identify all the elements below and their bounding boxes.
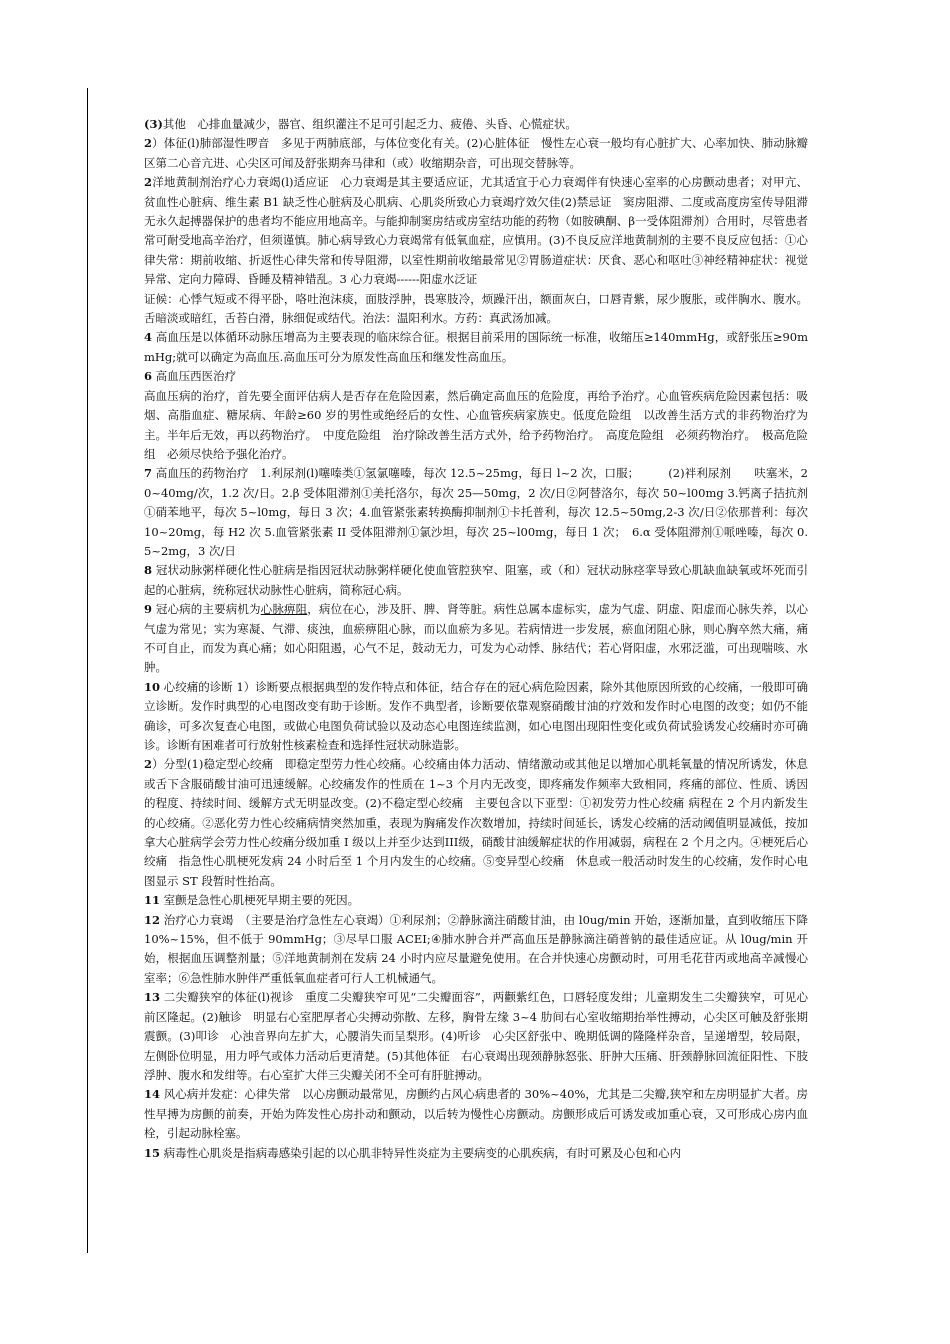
paragraph-signs (144, 134, 808, 173)
para-text: 冠心病的主要病机为 (152, 602, 261, 617)
para-number: 2 (144, 136, 153, 151)
para-text: 冠状动脉粥样硬化性心脏病是指因冠状动脉粥样硬化使血管腔狭窄、阻塞，或（和）冠状动脉痉挛导致心肌缺血缺氧或坏死而引起的心脏病，统称冠状动脉性心脏病，简称冠心病。 (144, 563, 808, 597)
paragraph-hypertension-treatment (144, 387, 808, 465)
paragraph-fatigue (144, 115, 808, 134)
paragraph-mitral-stenosis (144, 988, 808, 1085)
para-number: 8 (144, 563, 153, 578)
paragraph-chd-def (144, 561, 808, 600)
para-text: 高血压病的治疗，首先要全面评估病人是否存在危险因素，然后确定高血压的危险度，再给予治疗。心血管疾病危险因素包括：吸烟、高脂血症、糖尿病、年龄≥60 岁的男性或绝经后的女性、心血管疾病家族史。低度危险组 以改善生活方式的非药物治疗为主。半年后无效，再以药物治疗。 中度危险组 治疗除改善生活方式外，给予药物治疗。 高度危险组 必须药物治疗。 极高危险组 必须尽快给予强化治疗。 (144, 388, 808, 461)
paragraph-heart-failure-treatment (144, 911, 808, 989)
para-number: 2 (144, 757, 153, 772)
para-number: 15 (144, 1145, 161, 1160)
paragraph-digitalis (144, 173, 808, 289)
document-body (144, 115, 808, 1163)
para-text: ）体征(l)肺部湿性啰音 多见于两肺底部，与体位变化有关。(2)心脏体征 慢性左心衰一般均有心脏扩大、心率加快、肺动脉瓣区第二心音亢进、心尖区可闻及舒张期奔马律和（或）收缩期杂音，可出现交替脉等。 (144, 136, 808, 170)
para-text: 高血压西医治疗 (152, 369, 237, 384)
paragraph-hypertension-def (144, 328, 808, 367)
para-text: 风心病并发症：心律失常 以心房颤动最常见，房颤约占风心病患者的 30%~40%，尤其是二尖瓣,狭窄和左房明显扩大者。房性早搏为房颤的前奏，开始为阵发性心房扑动和颤动，以后转为慢性心房颤动。房颤形成后可诱发或加重心衰，又可形成心房内血栓，引起动脉栓塞。 (144, 1087, 808, 1141)
para-text: 病毒性心肌炎是指病毒感染引起的以心肌非特异性炎症为主要病变的心肌疾病，有时可累及心包和心内 (160, 1145, 682, 1160)
paragraph-chd-pathogenesis (144, 600, 808, 678)
paragraph-angina-diagnosis (144, 678, 808, 756)
para-number: 14 (144, 1087, 161, 1102)
para-text: 证候：心悸气短或不得平卧，咯吐泡沫痰，面肢浮肿，畏寒肢冷，烦躁汗出，额面灰白，口唇青紫，尿少腹胀，或伴胸水、腹水。舌暗淡或暗红，舌苔白滑，脉细促或结代。治法：温阳利水。方药：真武汤加减。 (144, 291, 808, 326)
para-text: ）分型(1)稳定型心绞痛 即稳定型劳力性心绞痛。心绞痛由体力活动、情绪激动或其他足以增加心肌耗氧量的情况所诱发，休息或舌下含服硝酸甘油可迅速缓解。心绞痛发作的性质在 1~3 个月内无改变，即疼痛发作频率大致相同，疼痛的部位、性质、诱因的程度、持续时间、缓解方式无明显改变。(2)不稳定型心绞痛 主要包含以下亚型：①初发劳力性心绞痛 病程在 2 个月内新发生的心绞痛。②恶化劳力性心绞痛病情突然加重，表现为胸痛发作次数增加，持续时间延长，诱发心绞痛的活动阈值明显减低，按加拿大心脏病学会劳力性心绞痛分级加重 I 级以上并至少达到III级，硝酸甘油缓解症状的作用减弱，病程在 2 个月之内。④梗死后心绞痛 指急性心肌梗死发病 24 小时后至 1 个月内发生的心绞痛。⑤变异型心绞痛 休息或一般活动时发生的心绞痛，发作时心电图显示 ST 段暂时性抬高。 (144, 757, 808, 888)
para-text: 治疗心力衰竭 （主要是治疗急性左心衰竭）①利尿剂；②静脉滴注硝酸甘油，由 l0ug/min 开始，逐渐加量，直到收缩压下降 10%~15%，但不低于 90mmHg；③尽早口服 ACEI;④肺水肿合并严高血压是静脉滴注硝普钠的最佳适应证。从 l0ug/min 开始，根据血压调整剂量；⑤洋地黄制剂在发病 24 小时内应尽量避免使用。在合并快速心房颤动时，可用毛花苷丙或地高辛减慢心室率；⑥急性肺水肿伴严重低氧血症者可行人工机械通气。 (144, 912, 808, 985)
para-number: 7 (144, 466, 153, 481)
underlined-term: 心脉痹阻 (260, 602, 308, 617)
left-margin-rule (87, 88, 88, 1253)
para-text: 高血压是以体循环动脉压增高为主要表现的临床综合征。根据目前采用的国际统一标准，收缩压≥140mmHg，或舒张压≥90mmHg;就可以确定为高血压.高血压可分为原发性高血压和继发性高血压。 (144, 330, 808, 364)
paragraph-syndrome (144, 290, 808, 329)
para-text: 心绞痛的诊断 1）诊断要点根据典型的发作特点和体征，结合存在的冠心病危险因素，除外其他原因所致的心绞痛，一般即可确立诊断。发作时典型的心电图改变有助于诊断。发作不典型者，诊断要依靠观察硝酸甘油的疗效和发作时心电图的改变；如仍不能确诊，可多次复查心电图，或做心电图负荷试验以及动态心电图连续监测，如心电图出现阳性变化或负荷试验诱发心绞痛时亦可确诊。诊断有困难者可行放射性核素检查和选择性冠状动脉造影。 (144, 679, 808, 752)
para-text-cont: ，病位在心，涉及肝、脾、肾等脏。病性总属本虚标实，虚为气虚、阴虚、阳虚而心脉失养，以心气虚为常见；实为寒凝、气滞、痰浊，血瘀痹阻心脉，而以血瘀为多见。若病情进一步发展，瘀血闭阻心脉，则心胸卒然大痛，痛不可自止，而发为真心痛；如心阳阻遏，心气不足，鼓动无力，可发为心动悸、脉结代；若心肾阳虚，水邪泛滥，可出现喘咳、水肿。 (144, 602, 809, 675)
para-number: 9 (144, 602, 153, 617)
para-number: (3) (144, 117, 163, 131)
para-text: 高血压的药物治疗 1.利尿剂(l)噻嗪类①氢氯噻嗪，每次 12.5~25mg，每日 l~2 次，口服； (2)袢利尿剂 呋塞米，20~40mg/次，1.2 次/日。2.β 受体阻滞剂①美托洛尔，每次 25—50mg，2 次/日②阿替洛尔，每次 50~l00mg 3.钙离子拮抗剂①硝苯地平，每次 5~l0mg，每日 3 次；4.血管紧张素转换酶抑制剂①卡托普利，每次 12.5~50mg,2-3 次/日②依那普利：每次 10~20mg，每 H2 次 5.血管紧张素 II 受体阻滞剂①氯沙坦，每次 25~l00mg，每日 1 次； 6.α 受体阻滞剂①哌唑嗪，每次 0.5~2mg，3 次/日 (144, 466, 808, 558)
paragraph-hypertension-heading (144, 367, 808, 386)
para-text: 洋地黄制剂治疗心力衰竭(l)适应证 心力衰竭是其主要适应证，尤其适宜于心力衰竭伴有快速心室率的心房颤动患者；对甲亢、贫血性心脏病、维生素 B1 缺乏性心脏病及心肌病、心肌炎所致心力衰竭疗效欠佳(2)禁忌证 窦房阻滞、二度或高度房室传导阻滞无永久起搏器保护的患者均不能应用地高辛。与能抑制窦房结或房室结功能的药物（如胺碘酮、β一受体阻滞剂）合用时，尽管患者常可耐受地高辛治疗，但须谨慎。肺心病导致心力衰竭常有低氧血症，应慎用。(3)不良反应洋地黄制剂的主要不良反应包括：①心律失常：期前收缩、折返性心律失常和传导阻滞，以室性期前收缩最常见②胃肠道症状：厌食、恶心和呕吐③神经精神症状：视觉异常、定向力障碍、昏睡及精神错乱。3 心力衰竭------阳虚水泛证 (144, 175, 808, 287)
paragraph-vf (144, 891, 808, 910)
para-number: 10 (144, 679, 161, 694)
paragraph-viral-myocarditis (144, 1144, 808, 1163)
para-number: 11 (144, 893, 161, 908)
paragraph-rheumatic-complications (144, 1085, 808, 1143)
para-number: 4 (144, 330, 153, 345)
para-text: 其他 心排血量减少，器官、组织灌注不足可引起乏力、疲倦、头昏、心慌症状。 (162, 117, 577, 131)
para-number: 6 (144, 369, 153, 384)
para-text: 二尖瓣狭窄的体征(l)视诊 重度二尖瓣狭窄可见“二尖瓣面容”，两颧紫红色，口唇轻度发绀；儿童期发生二尖瓣狭窄，可见心前区隆起。(2)触诊 明显右心室肥厚者心尖搏动弥散、左移，胸骨左缘 3~4 肋间右心室收缩期抬举性搏动，心尖区可触及舒张期震颤。(3)叩诊 心浊音界向左扩大，心腰消失而呈梨形。(4)听诊 心尖区舒张中、晚期低调的隆隆样杂音，呈递增型，较局限，左侧卧位明显，用力呼气或体力活动后更清楚。(5)其他体征 右心衰竭出现颈静脉怒张、肝肿大压痛、肝颈静脉回流征阳性、下肢浮肿、腹水和发绀等。右心室扩大伴三尖瓣关闭不全可有肝脏搏动。 (144, 990, 808, 1082)
para-text: 室颤是急性心肌梗死早期主要的死因。 (160, 893, 360, 908)
paragraph-angina-types (144, 755, 808, 891)
para-number: 2 (144, 175, 153, 190)
para-number: 12 (144, 912, 161, 927)
para-number: 13 (144, 990, 161, 1005)
paragraph-drug-therapy (144, 464, 808, 561)
